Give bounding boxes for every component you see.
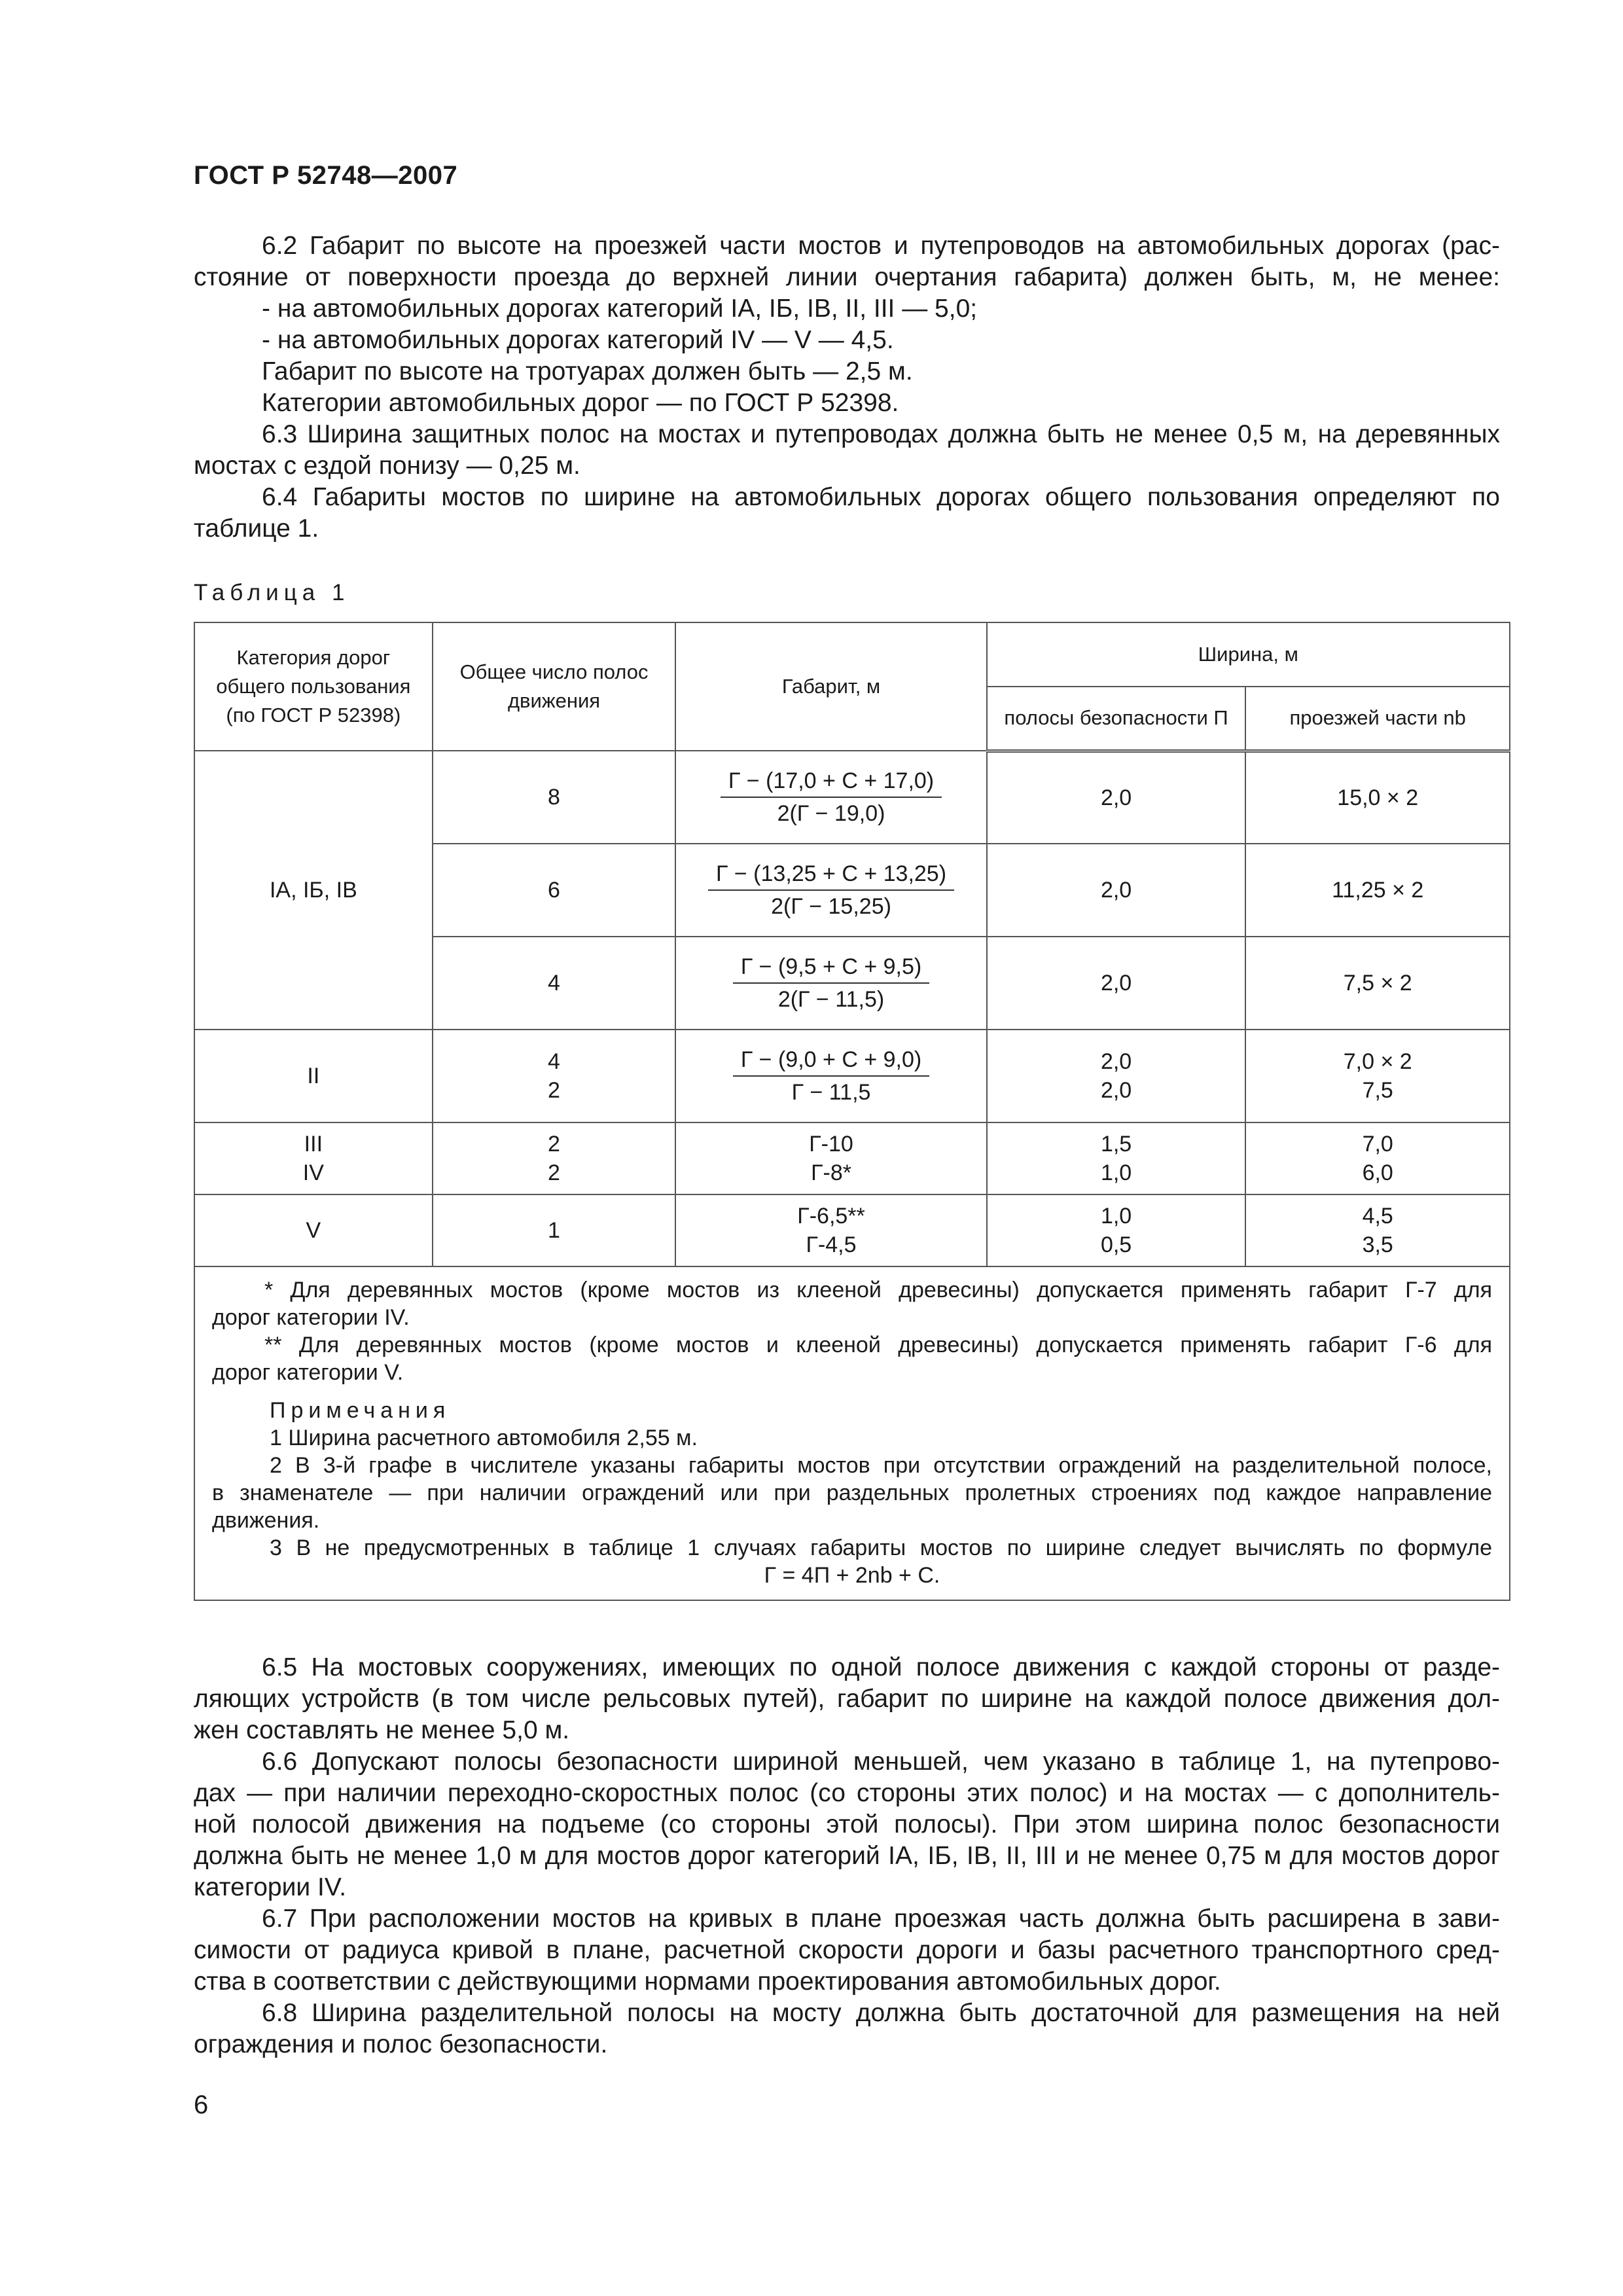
notes-title: Примечания <box>270 1398 451 1423</box>
gabarit-fraction: $\frac{Г - (13,25 + С + 13,25)}{2(Г - 15,25)}$ <box>708 859 954 921</box>
section-6-5 <box>194 1652 1500 1746</box>
table-row <box>194 1030 1510 1122</box>
table-notes-row <box>194 1266 1510 1600</box>
cell-gabarit: Г-10 Г-8* <box>675 1122 986 1194</box>
text-line: 6.3 Ширина защитных полос на мостах и путепроводах должна быть не менее 0,5 м, на деревянных <box>262 420 1500 448</box>
table-row <box>194 1122 1510 1194</box>
cell-carriageway: 7,0 × 2 7,5 <box>1245 1030 1510 1122</box>
cell-safety: 1,5 1,0 <box>987 1122 1246 1194</box>
cell-carriageway: 7,5 × 2 <box>1245 937 1510 1030</box>
note-2: 2 В 3-й графе в числителе указаны габариты мостов при отсутствии ограждений на разделительной полосе, <box>270 1453 1492 1478</box>
text-line: 6.8 Ширина разделительной полосы на мосту должна быть достаточной для размещения на ней <box>262 1999 1500 2027</box>
section-6-7 <box>194 1903 1500 1998</box>
text-line: категории IV. <box>194 1873 347 1901</box>
page-number: 6 <box>194 2090 209 2119</box>
section-6-3 <box>194 419 1500 482</box>
text-line: жен составлять не менее 5,0 м. <box>194 1716 570 1744</box>
note-2-cont: в знаменателе — при наличии ограждений или при раздельных пролетных строениях под каждое направление <box>212 1480 1492 1505</box>
footnote-2-cont: дорог категории V. <box>212 1360 404 1385</box>
cell-carriageway: 7,0 6,0 <box>1245 1122 1510 1194</box>
note-3: 3 В не предусмотренных в таблице 1 случаях габариты мостов по ширине следует вычислять по формуле <box>270 1535 1492 1560</box>
text-line: ной полосой движения на подъеме (со стороны этой полосы). При этом ширина полос безопасности <box>194 1810 1500 1839</box>
text-line: ства в соответствии с действующими нормами проектирования автомобильных дорог. <box>194 1967 1221 1996</box>
header-safety-strips: полосы безопасности П <box>987 687 1246 751</box>
cell-lanes: 6 <box>433 844 676 937</box>
section-6-6 <box>194 1746 1500 1903</box>
text-line: симости от радиуса кривой в плане, расчетной скорости дороги и базы расчетного транспортного сред- <box>194 1936 1500 1964</box>
table-caption: Таблица 1 <box>194 580 350 605</box>
text-line: таблице 1. <box>194 514 319 543</box>
text-line: Категории автомобильных дорог — по ГОСТ Р 52398. <box>262 389 899 417</box>
header-lanes: Общее число полос движения <box>433 622 676 751</box>
cell-category: II <box>194 1030 433 1122</box>
cell-gabarit <box>675 1030 986 1122</box>
text-line: дах — при наличии переходно-скоростных полос (со стороны этих полос) и на мостах — с дополнитель- <box>194 1779 1500 1807</box>
cell-carriageway: 4,5 3,5 <box>1245 1194 1510 1266</box>
cell-category: V <box>194 1194 433 1266</box>
text-line: 6.2 Габарит по высоте на проезжей части мостов и путепроводов на автомобильных дорогах (рас- <box>262 232 1500 260</box>
text-line: 6.7 При расположении мостов на кривых в плане проезжая часть должна быть расширена в зави- <box>262 1905 1500 1933</box>
footnote-1-cont: дорог категории IV. <box>212 1305 410 1330</box>
formula: Г = 4П + 2nb + С. <box>764 1563 940 1588</box>
text-line: 6.5 На мостовых сооружениях, имеющих по одной полосе движения с каждой стороны от разде- <box>262 1653 1500 1681</box>
cell-safety: 2,0 <box>987 751 1246 844</box>
cell-category: IА, IБ, IВ <box>194 751 433 1030</box>
cell-safety: 2,0 <box>987 844 1246 937</box>
cell-safety: 1,0 0,5 <box>987 1194 1246 1266</box>
text-line: должна быть не менее 1,0 м для мостов дорог категорий IА, IБ, IВ, II, III и не менее 0,75 м для мостов дорог <box>194 1842 1500 1870</box>
cell-safety: 2,0 <box>987 937 1246 1030</box>
list-item: - на автомобильных дорогах категорий IА, IБ, IВ, II, III — 5,0; <box>262 295 978 323</box>
cell-gabarit <box>675 937 986 1030</box>
note-2-cont: движения. <box>212 1508 320 1533</box>
gabarit-table <box>194 622 1510 1601</box>
text-line: Габарит по высоте на тротуарах должен быть — 2,5 м. <box>262 357 913 386</box>
gabarit-fraction: $\frac{Г - (9,0 + С + 9,0)}{Г - 11,5}$ <box>733 1045 929 1107</box>
cell-lanes: 8 <box>433 751 676 844</box>
text-line: ограждения и полос безопасности. <box>194 2030 608 2058</box>
header-category: Категория дорог общего пользования (по ГОСТ Р 52398) <box>194 622 433 751</box>
text-line: ляющих устройств (в том числе рельсовых путей), габарит по ширине на каждой полосе движения дол- <box>194 1685 1500 1713</box>
header-gabarit: Габарит, м <box>675 622 986 751</box>
cell-category: III IV <box>194 1122 433 1194</box>
header-width: Ширина, м <box>987 622 1510 687</box>
section-6-8 <box>194 1998 1500 2060</box>
cell-gabarit <box>675 844 986 937</box>
document-header: ГОСТ Р 52748—2007 <box>194 161 458 190</box>
text-line: 6.4 Габариты мостов по ширине на автомобильных дорогах общего пользования определяют по <box>262 483 1500 511</box>
cell-safety: 2,0 2,0 <box>987 1030 1246 1122</box>
header-carriageway: проезжей части nb <box>1245 687 1510 751</box>
table-row <box>194 751 1510 844</box>
cell-carriageway: 11,25 × 2 <box>1245 844 1510 937</box>
table-row <box>194 1194 1510 1266</box>
gabarit-fraction: $\frac{Г - (9,5 + С + 9,5)}{2(Г - 11,5)}$ <box>733 952 929 1014</box>
footnote-1: * Для деревянных мостов (кроме мостов из клееной древесины) допускается применять габарит Г-7 для <box>264 1278 1492 1302</box>
cell-carriageway: 15,0 × 2 <box>1245 751 1510 844</box>
note-1: 1 Ширина расчетного автомобиля 2,55 м. <box>270 1426 698 1450</box>
gabarit-fraction: $\frac{Г - (17,0 + С + 17,0)}{2(Г - 19,0)}$ <box>721 766 942 828</box>
text-line: 6.6 Допускают полосы безопасности шириной меньшей, чем указано в таблице 1, на путепрово- <box>262 1748 1500 1776</box>
footnote-2: ** Для деревянных мостов (кроме мостов и клееной древесины) допускается применять габарит Г-6 для <box>264 1333 1492 1357</box>
cell-gabarit <box>675 751 986 844</box>
text-line: стояние от поверхности проезда до верхней линии очертания габарита) должен быть, м, не менее: <box>194 263 1500 291</box>
cell-lanes: 4 <box>433 937 676 1030</box>
list-item: - на автомобильных дорогах категорий IV — V — 4,5. <box>262 326 894 354</box>
cell-lanes: 1 <box>433 1194 676 1266</box>
cell-lanes: 2 2 <box>433 1122 676 1194</box>
section-6-2 <box>194 230 1500 419</box>
section-6-4 <box>194 482 1500 545</box>
table-notes <box>194 1266 1510 1600</box>
cell-gabarit: Г-6,5** Г-4,5 <box>675 1194 986 1266</box>
text-line: мостах с ездой понизу — 0,25 м. <box>194 452 580 480</box>
cell-lanes: 4 2 <box>433 1030 676 1122</box>
